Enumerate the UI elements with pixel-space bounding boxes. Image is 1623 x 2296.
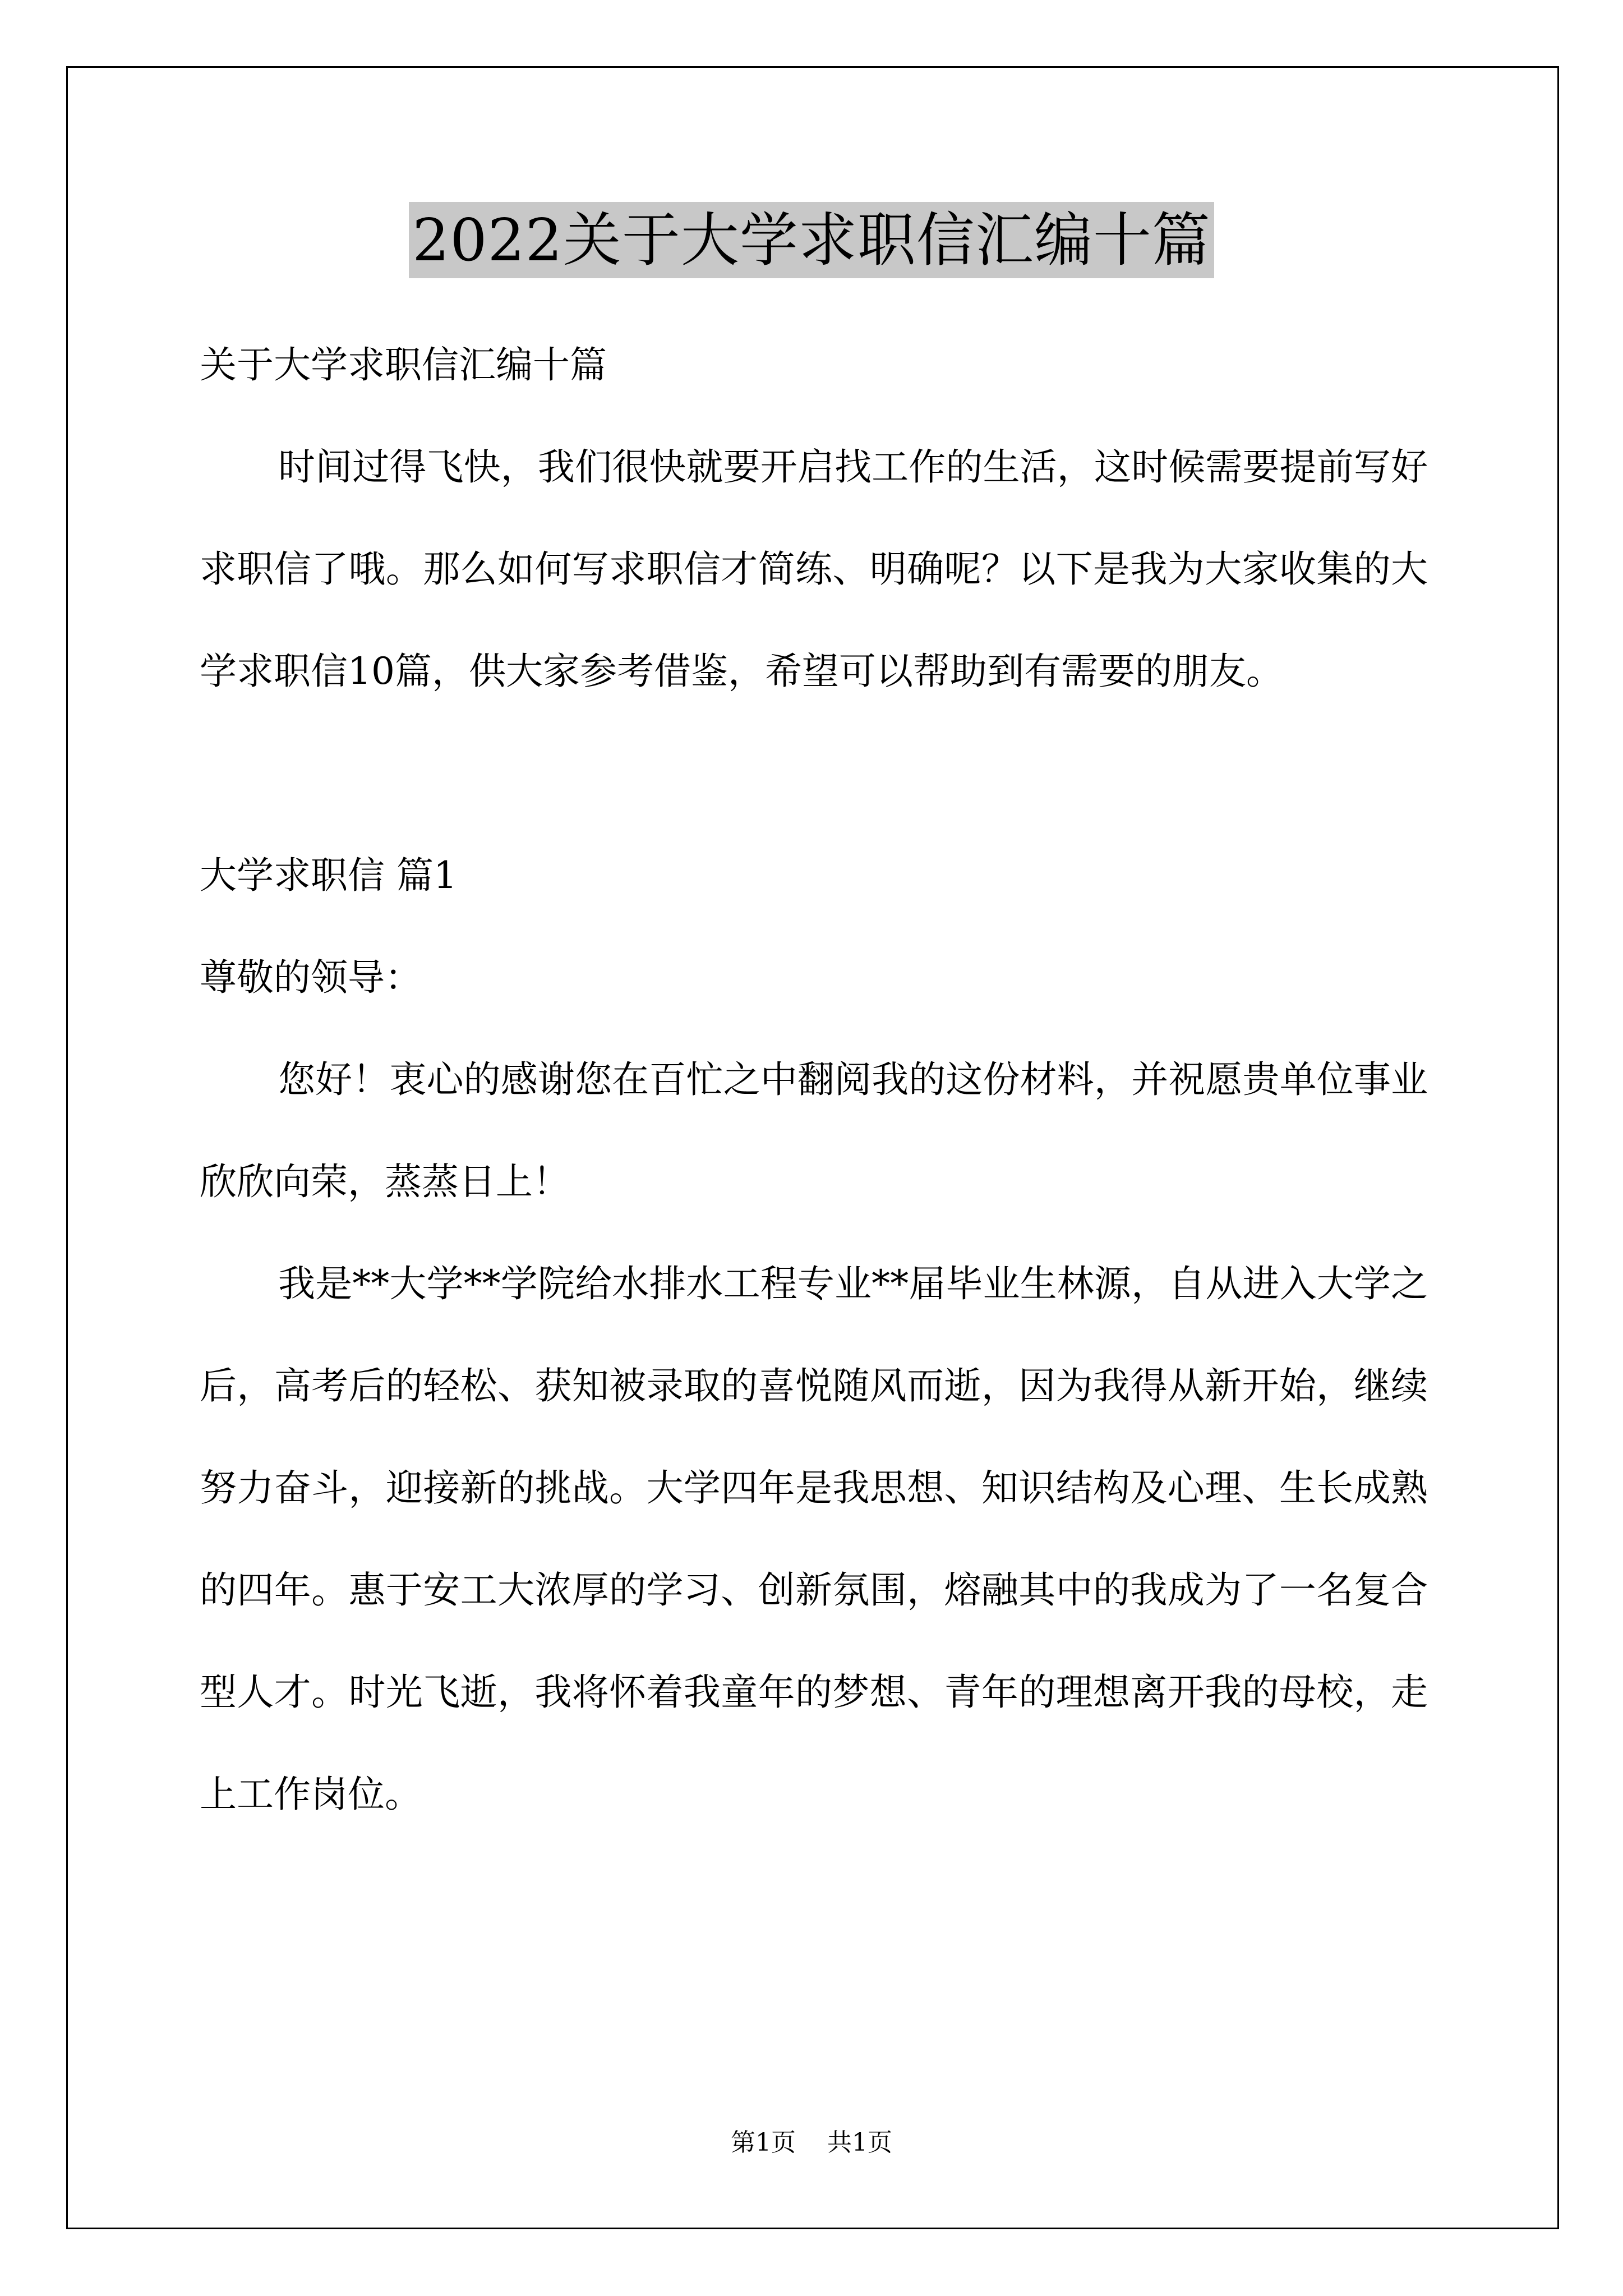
document-subtitle: 关于大学求职信汇编十篇 — [200, 343, 607, 386]
salutation: 尊敬的领导： — [200, 956, 422, 999]
page-number-total: 共1页 — [827, 2128, 892, 2157]
title-container — [0, 202, 1623, 278]
page-footer — [0, 2126, 1623, 2160]
body-paragraph-1: 您好！衷心的感谢您在百忙之中翻阅我的这份材料，并祝愿贵单位事业欣欣向荣，蒸蒸日上！ — [200, 1058, 1428, 1203]
document-body — [200, 314, 1428, 1846]
page-number-current: 第1页 — [731, 2128, 796, 2157]
document-title: 2022关于大学求职信汇编十篇 — [409, 202, 1214, 278]
body-paragraph-2: 我是**大学**学院给水排水工程专业**届毕业生林源，自从进入大学之后，高考后的轻松、获知被录取的喜悦随风而逝，因为我得从新开始，继续努力奋斗，迎接新的挑战。大学四年是我思想、知识结构及心理、生长成熟的四年。惠于安工大浓厚的学习、创新氛围，熔融其中的我成为了一名复合型人才。时光飞逝，我将怀着我童年的梦想、青年的理想离开我的母校，走上工作岗位。 — [200, 1262, 1428, 1816]
section-heading: 大学求职信 篇1 — [200, 854, 457, 897]
intro-paragraph: 时间过得飞快，我们很快就要开启找工作的生活，这时候需要提前写好求职信了哦。那么如何写求职信才简练、明确呢？以下是我为大家收集的大学求职信10篇，供大家参考借鉴，希望可以帮助到有需要的朋友。 — [200, 445, 1428, 693]
